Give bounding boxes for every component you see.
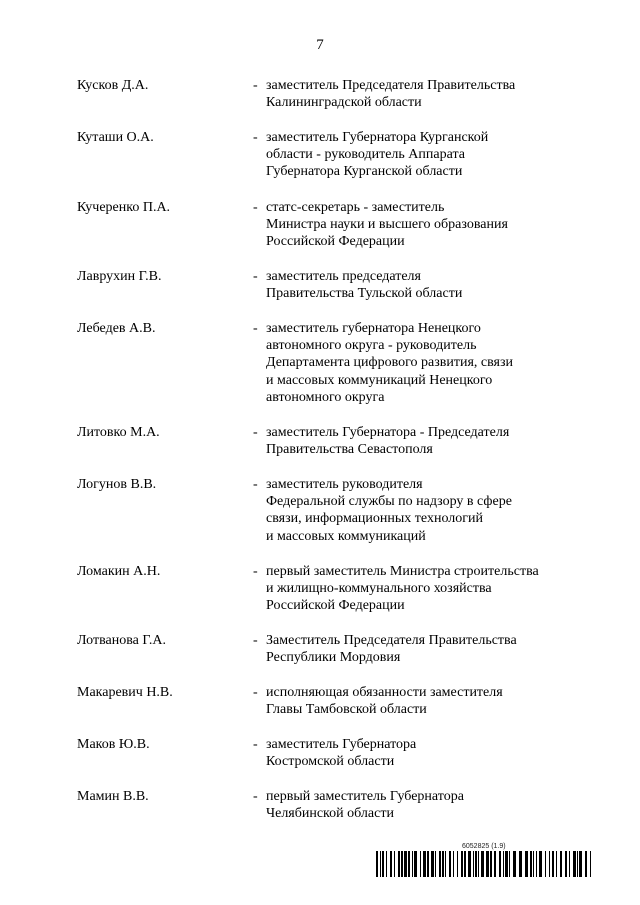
barcode-bar <box>457 851 458 877</box>
dash-separator: - <box>253 269 258 284</box>
barcode-bar <box>499 851 501 877</box>
barcode-bar <box>464 851 466 877</box>
barcode-bar <box>519 851 522 877</box>
position-line: и массовых коммуникаций <box>266 528 426 544</box>
position-line: и жилищно-коммунального хозяйства <box>266 581 492 597</box>
barcode-bar <box>380 851 381 877</box>
person-name: Макаревич Н.В. <box>77 685 173 700</box>
position-line: автономного округа <box>266 389 385 405</box>
person-name: Логунов В.В. <box>77 477 157 492</box>
position-line: Министра науки и высшего образования <box>266 217 508 233</box>
dash-separator: - <box>253 477 258 492</box>
barcode-bar <box>539 851 542 877</box>
position-line: Департамента цифрового развития, связи <box>266 355 513 371</box>
position-line: Республики Мордовия <box>266 650 401 666</box>
person-name: Лебедев А.В. <box>77 321 156 336</box>
position-line: заместитель Председателя Правительства <box>266 78 516 93</box>
position-line: Калининградской области <box>266 95 422 111</box>
person-name: Мамин В.В. <box>77 789 149 804</box>
barcode-bar <box>390 851 392 877</box>
barcode-bar <box>525 851 528 877</box>
dash-separator: - <box>253 425 258 440</box>
barcode-bar <box>556 851 557 877</box>
position-text <box>266 424 576 458</box>
page-number: 7 <box>316 37 324 53</box>
dash-separator: - <box>253 78 258 93</box>
position-text <box>266 736 576 770</box>
barcode-bar <box>549 851 550 877</box>
position-line: исполняющая обязанности заместителя <box>266 685 503 700</box>
barcode-bar <box>431 851 434 877</box>
person-name: Ломакин А.Н. <box>77 564 161 579</box>
person-name: Кучеренко П.А. <box>77 200 171 215</box>
position-line: заместитель Губернатора <box>266 737 417 752</box>
position-line: Заместитель Председателя Правительства <box>266 633 517 648</box>
barcode-bar <box>579 851 582 877</box>
barcode-bar <box>569 851 570 877</box>
person-name: Маков Ю.В. <box>77 737 150 752</box>
barcode-bar <box>398 851 400 877</box>
barcode-bar <box>401 851 403 877</box>
barcode-graphic <box>376 851 591 877</box>
position-text <box>266 684 576 718</box>
document-code: 6052825 (1.9) <box>462 843 506 850</box>
barcode-bar <box>560 851 562 877</box>
barcode-bar <box>565 851 567 877</box>
barcode-bar <box>394 851 395 877</box>
dash-separator: - <box>253 130 258 145</box>
barcode-bar <box>427 851 429 877</box>
barcode-bar <box>386 851 387 877</box>
position-line: Костромской области <box>266 754 395 770</box>
position-line: Правительства Севастополя <box>266 442 433 458</box>
barcode-bar <box>414 851 417 877</box>
person-name: Лаврухин Г.В. <box>77 269 162 284</box>
position-line: заместитель руководителя <box>266 477 423 492</box>
position-line: и массовых коммуникаций Ненецкого <box>266 372 493 388</box>
barcode-bar <box>530 851 532 877</box>
position-text <box>266 476 576 545</box>
barcode-bar <box>536 851 537 877</box>
barcode-bar <box>439 851 441 877</box>
barcode-bar <box>545 851 546 877</box>
barcode-bar <box>505 851 508 877</box>
position-text <box>266 563 576 615</box>
barcode-bar <box>494 851 496 877</box>
position-text <box>266 268 576 302</box>
position-line: заместитель губернатора Ненецкого <box>266 321 481 336</box>
barcode-bar <box>423 851 426 877</box>
position-text <box>266 788 576 822</box>
barcode-bar <box>412 851 413 877</box>
position-line: заместитель председателя <box>266 269 421 284</box>
barcode-bar <box>533 851 534 877</box>
barcode-bar <box>573 851 576 877</box>
barcode-bar <box>420 851 421 877</box>
barcode-bar <box>376 851 378 877</box>
position-text <box>266 199 576 251</box>
dash-separator: - <box>253 633 258 648</box>
position-text <box>266 320 576 406</box>
barcode-bar <box>408 851 410 877</box>
position-line: связи, информационных технологий <box>266 511 483 527</box>
person-name: Кусков Д.А. <box>77 78 149 93</box>
barcode-bar <box>590 851 591 877</box>
position-line: Российской Федерации <box>266 598 405 614</box>
position-line: статс-секретарь - заместитель <box>266 200 445 215</box>
dash-separator: - <box>253 321 258 336</box>
position-line: заместитель Губернатора - Председателя <box>266 425 510 440</box>
position-line: Челябинской области <box>266 806 394 822</box>
position-line: Федеральной службы по надзору в сфере <box>266 494 512 510</box>
barcode-bar <box>490 851 492 877</box>
barcode-bar <box>552 851 554 877</box>
barcode-bar <box>461 851 463 877</box>
barcode-bar <box>453 851 454 877</box>
dash-separator: - <box>253 564 258 579</box>
position-text <box>266 129 576 181</box>
barcode-bar <box>585 851 587 877</box>
barcode-bar <box>577 851 578 877</box>
position-line: первый заместитель Министра строительства <box>266 564 539 579</box>
barcode-bar <box>473 851 474 877</box>
position-line: автономного округа - руководитель <box>266 338 477 354</box>
person-name: Куташи О.А. <box>77 130 154 145</box>
person-name: Лотванова Г.А. <box>77 633 166 648</box>
dash-separator: - <box>253 200 258 215</box>
person-name: Литовко М.А. <box>77 425 160 440</box>
position-text <box>266 77 576 111</box>
barcode-bar <box>513 851 516 877</box>
barcode-bar <box>503 851 504 877</box>
barcode-bar <box>468 851 471 877</box>
barcode-bar <box>486 851 489 877</box>
barcode-bar <box>404 851 407 877</box>
position-text <box>266 632 576 666</box>
position-line: Российской Федерации <box>266 234 405 250</box>
barcode-bar <box>449 851 451 877</box>
barcode-bar <box>509 851 510 877</box>
dash-separator: - <box>253 737 258 752</box>
position-line: Главы Тамбовской области <box>266 702 427 718</box>
barcode-bar <box>435 851 436 877</box>
barcode-bar <box>478 851 479 877</box>
barcode-bar <box>442 851 444 877</box>
position-line: области - руководитель Аппарата <box>266 147 465 163</box>
barcode-bar <box>481 851 484 877</box>
barcode-bar <box>445 851 446 877</box>
dash-separator: - <box>253 789 258 804</box>
position-line: первый заместитель Губернатора <box>266 789 464 804</box>
dash-separator: - <box>253 685 258 700</box>
barcode-bar <box>382 851 384 877</box>
position-line: Губернатора Курганской области <box>266 164 463 180</box>
position-line: Правительства Тульской области <box>266 286 463 302</box>
barcode-bar <box>475 851 477 877</box>
position-line: заместитель Губернатора Курганской <box>266 130 489 145</box>
